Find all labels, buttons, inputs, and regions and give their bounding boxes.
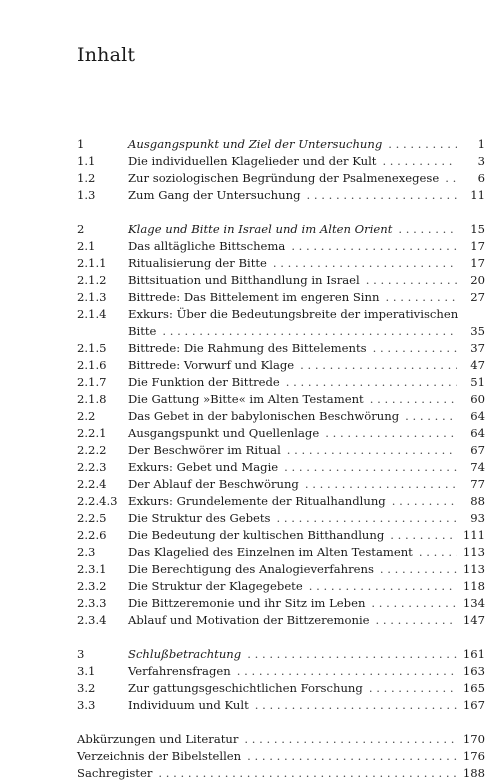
toc-entry[interactable]: [77, 374, 485, 391]
toc-entry[interactable]: [77, 697, 485, 714]
toc-entry-title: Sachregister: [77, 766, 153, 780]
toc-entry-page: 113: [462, 562, 485, 576]
toc-entry-number: 2.3.2: [77, 579, 107, 593]
toc-entry-title: Das alltägliche Bittschema: [128, 239, 286, 253]
leader-dots: [244, 731, 456, 748]
leader-dots: [390, 527, 457, 544]
leader-dots: [325, 425, 457, 442]
toc-entry-page: 37: [470, 341, 485, 355]
toc-entry-number: 2.1.6: [77, 358, 107, 372]
leader-dots: [380, 561, 457, 578]
toc-entry-page: 111: [462, 528, 485, 542]
toc-entry-page: 67: [470, 443, 485, 457]
toc-entry[interactable]: [77, 255, 485, 272]
toc-entry[interactable]: [77, 459, 485, 476]
toc-entry-number: 3.1: [77, 664, 96, 678]
toc-entry-number: 2.2.4: [77, 477, 107, 491]
toc-entry[interactable]: [77, 731, 485, 748]
leader-dots: [398, 221, 457, 238]
leader-dots: [366, 272, 457, 289]
leader-dots: [305, 476, 457, 493]
toc-entry-title: Bittrede: Die Rahmung des Bittelements: [128, 341, 367, 355]
leader-dots: [309, 578, 457, 595]
toc-entry-page: 17: [470, 239, 485, 253]
toc-entry[interactable]: [77, 646, 485, 663]
toc-entry-page: 163: [462, 664, 485, 678]
toc-entry[interactable]: [77, 289, 485, 306]
leader-dots: [284, 459, 457, 476]
toc-entry-number: 2.2: [77, 409, 96, 423]
toc-entry[interactable]: [77, 578, 485, 595]
page-title: Inhalt: [77, 44, 136, 66]
toc-entry[interactable]: [77, 170, 485, 187]
toc-entry[interactable]: [77, 357, 485, 374]
toc-entry-title: Zur soziologischen Begründung der Psalmenexegese: [128, 171, 440, 185]
toc-entry[interactable]: [77, 136, 485, 153]
toc-entry-number: 3: [77, 647, 85, 661]
toc-entry[interactable]: [77, 153, 485, 170]
toc-entry-page: 167: [462, 698, 485, 712]
toc-entry-number: 2.2.4.3: [77, 494, 118, 508]
toc-entry[interactable]: [77, 187, 485, 204]
toc-entry-page: 27: [470, 290, 485, 304]
toc-entry-number: 2.3: [77, 545, 96, 559]
toc-entry-title: Bittsituation und Bitthandlung in Israel: [128, 273, 360, 287]
toc-entry[interactable]: [77, 544, 485, 561]
toc-entry-number: 3.2: [77, 681, 96, 695]
toc-entry-page: 176: [462, 749, 485, 763]
table-of-contents: [77, 136, 485, 782]
toc-entry[interactable]: [77, 527, 485, 544]
toc-entry-title: Verfahrensfragen: [128, 664, 231, 678]
toc-entry[interactable]: [77, 221, 485, 238]
toc-entry-page: 134: [462, 596, 485, 610]
toc-entry-number: 2.2.5: [77, 511, 107, 525]
toc-entry-number: 2.3.4: [77, 613, 107, 627]
section-gap: [77, 714, 485, 731]
toc-entry-title: Ausgangspunkt und Quellenlage: [128, 426, 320, 440]
toc-entry[interactable]: [77, 612, 485, 629]
toc-entry-number: 2.1: [77, 239, 96, 253]
toc-entry-title: Der Beschwörer im Ritual: [128, 443, 281, 457]
toc-entry-title: Die Berechtigung des Analogieverfahrens: [128, 562, 374, 576]
leader-dots: [287, 442, 457, 459]
toc-entry-number: 2: [77, 222, 85, 236]
toc-entry[interactable]: [77, 408, 485, 425]
toc-entry-number: 2.2.3: [77, 460, 107, 474]
leader-dots: [291, 238, 457, 255]
toc-entry-page: 77: [470, 477, 485, 491]
toc-entry[interactable]: [77, 680, 485, 697]
toc-entry-page: 64: [470, 409, 485, 423]
toc-entry-title: Exkurs: Grundelemente der Ritualhandlung: [128, 494, 386, 508]
leader-dots: [255, 697, 457, 714]
toc-entry-title: Ritualisierung der Bitte: [128, 256, 267, 270]
toc-entry-title: Das Klagelied des Einzelnen im Alten Testament: [128, 545, 413, 559]
leader-dots: [370, 391, 457, 408]
toc-entry-page: 3: [477, 154, 485, 168]
toc-entry-page: 165: [462, 681, 485, 695]
toc-entry-title: Die Bittzeremonie und ihr Sitz im Leben: [128, 596, 366, 610]
toc-entry-title: Bittrede: Vorwurf und Klage: [128, 358, 295, 372]
toc-entry-number: 2.1.3: [77, 290, 107, 304]
toc-entry[interactable]: [77, 391, 485, 408]
toc-entry-title: Verzeichnis der Bibelstellen: [77, 749, 242, 763]
toc-entry-page: 1: [477, 137, 485, 151]
toc-entry-number: 1.1: [77, 154, 96, 168]
toc-entry[interactable]: [77, 561, 485, 578]
leader-dots: [247, 646, 457, 663]
toc-entry-page: 147: [462, 613, 485, 627]
toc-entry[interactable]: [77, 272, 485, 289]
toc-entry-number: 2.3.1: [77, 562, 107, 576]
toc-entry-title: Die individuellen Klagelieder und der Kult: [128, 154, 377, 168]
toc-entry-number: 2.1.7: [77, 375, 107, 389]
leader-dots: [369, 680, 457, 697]
toc-entry-page: 170: [462, 732, 485, 746]
toc-entry-number: 2.2.6: [77, 528, 107, 542]
leader-dots: [286, 374, 457, 391]
toc-entry-page: 15: [470, 222, 485, 236]
leader-dots: [388, 136, 457, 153]
leader-dots: [237, 663, 457, 680]
toc-entry-page: 88: [470, 494, 485, 508]
toc-entry[interactable]: [77, 493, 485, 510]
toc-entry-number: 2.2.2: [77, 443, 107, 457]
toc-entry-number: 2.1.5: [77, 341, 107, 355]
toc-entry-page: 64: [470, 426, 485, 440]
toc-entry[interactable]: [77, 748, 485, 765]
toc-entry-title: Die Funktion der Bittrede: [128, 375, 280, 389]
toc-entry-title: Ausgangspunkt und Ziel der Untersuchung: [128, 137, 383, 151]
leader-dots: [158, 765, 457, 782]
toc-entry[interactable]: [77, 340, 485, 357]
toc-entry-page: 74: [470, 460, 485, 474]
toc-entry[interactable]: [77, 425, 485, 442]
toc-entry-page: 47: [470, 358, 485, 372]
toc-entry-title: Schlußbetrachtung: [128, 647, 242, 661]
toc-entry-number: 3.3: [77, 698, 96, 712]
toc-entry-page: 20: [470, 273, 485, 287]
toc-entry-page: 35: [470, 324, 485, 338]
toc-entry-title: Klage und Bitte in Israel und im Alten Orient: [128, 222, 393, 236]
leader-dots: [405, 408, 457, 425]
toc-entry-page: 17: [470, 256, 485, 270]
leader-dots: [385, 289, 457, 306]
toc-entry-title: Zur gattungsgeschichtlichen Forschung: [128, 681, 363, 695]
toc-entry-number: 1: [77, 137, 85, 151]
section-gap: [77, 204, 485, 221]
leader-dots: [276, 510, 457, 527]
toc-entry-title: Exkurs: Gebet und Magie: [128, 460, 279, 474]
toc-entry-title: Abkürzungen und Literatur: [77, 732, 239, 746]
leader-dots: [247, 748, 457, 765]
leader-dots: [373, 340, 457, 357]
leader-dots: [371, 595, 456, 612]
toc-entry-title: Individuum und Kult: [128, 698, 249, 712]
toc-entry-number: 2.1.4: [77, 307, 107, 321]
toc-entry-number: 2.1.8: [77, 392, 107, 406]
toc-entry-title: Ablauf und Motivation der Bittzeremonie: [128, 613, 370, 627]
toc-entry[interactable]: [77, 442, 485, 459]
toc-entry-page: 51: [470, 375, 485, 389]
leader-dots: [300, 357, 457, 374]
toc-entry-title: Der Ablauf der Beschwörung: [128, 477, 299, 491]
toc-entry-number: 1.2: [77, 171, 96, 185]
toc-entry-page: 113: [462, 545, 485, 559]
toc-entry-page: 161: [462, 647, 485, 661]
toc-entry[interactable]: [77, 663, 485, 680]
toc-entry-title: Zum Gang der Untersuchung: [128, 188, 301, 202]
leader-dots: [307, 187, 458, 204]
toc-entry-title: Bitte: [128, 324, 157, 338]
leader-dots: [273, 255, 457, 272]
section-gap: [77, 629, 485, 646]
toc-entry-number: 1.3: [77, 188, 96, 202]
leader-dots: [376, 612, 457, 629]
leader-dots: [162, 323, 457, 340]
toc-entry-title: Das Gebet in der babylonischen Beschwörung: [128, 409, 400, 423]
toc-entry-title: Die Gattung »Bitte« im Alten Testament: [128, 392, 364, 406]
toc-entry-number: 2.2.1: [77, 426, 107, 440]
toc-entry-title: Exkurs: Über die Bedeutungsbreite der imperativischen: [128, 307, 459, 321]
leader-dots: [392, 493, 457, 510]
toc-entry-title: Die Bedeutung der kultischen Bitthandlung: [128, 528, 385, 542]
toc-entry-page: 93: [470, 511, 485, 525]
toc-entry[interactable]: [77, 476, 485, 493]
toc-entry-number: 2.1.2: [77, 273, 107, 287]
toc-entry[interactable]: [77, 510, 485, 527]
toc-entry-title: Bittrede: Das Bittelement im engeren Sinn: [128, 290, 380, 304]
toc-entry-number: 2.3.3: [77, 596, 107, 610]
toc-entry-page: 60: [470, 392, 485, 406]
toc-entry-page: 6: [477, 171, 485, 185]
leader-dots: [382, 153, 457, 170]
toc-entry-page: 188: [462, 766, 485, 780]
toc-entry-number: 2.1.1: [77, 256, 107, 270]
toc-entry-page: 118: [462, 579, 485, 593]
toc-entry-title: Die Struktur der Klagegebete: [128, 579, 303, 593]
toc-entry[interactable]: [77, 306, 485, 323]
toc-entry[interactable]: [77, 765, 485, 782]
toc-entry[interactable]: [77, 238, 485, 255]
toc-entry[interactable]: [77, 595, 485, 612]
toc-entry-page: 11: [470, 188, 485, 202]
toc-entry-title: Die Struktur des Gebets: [128, 511, 271, 525]
toc-entry-continuation[interactable]: [77, 323, 485, 340]
leader-dots: [419, 544, 457, 561]
leader-dots: [445, 170, 457, 187]
